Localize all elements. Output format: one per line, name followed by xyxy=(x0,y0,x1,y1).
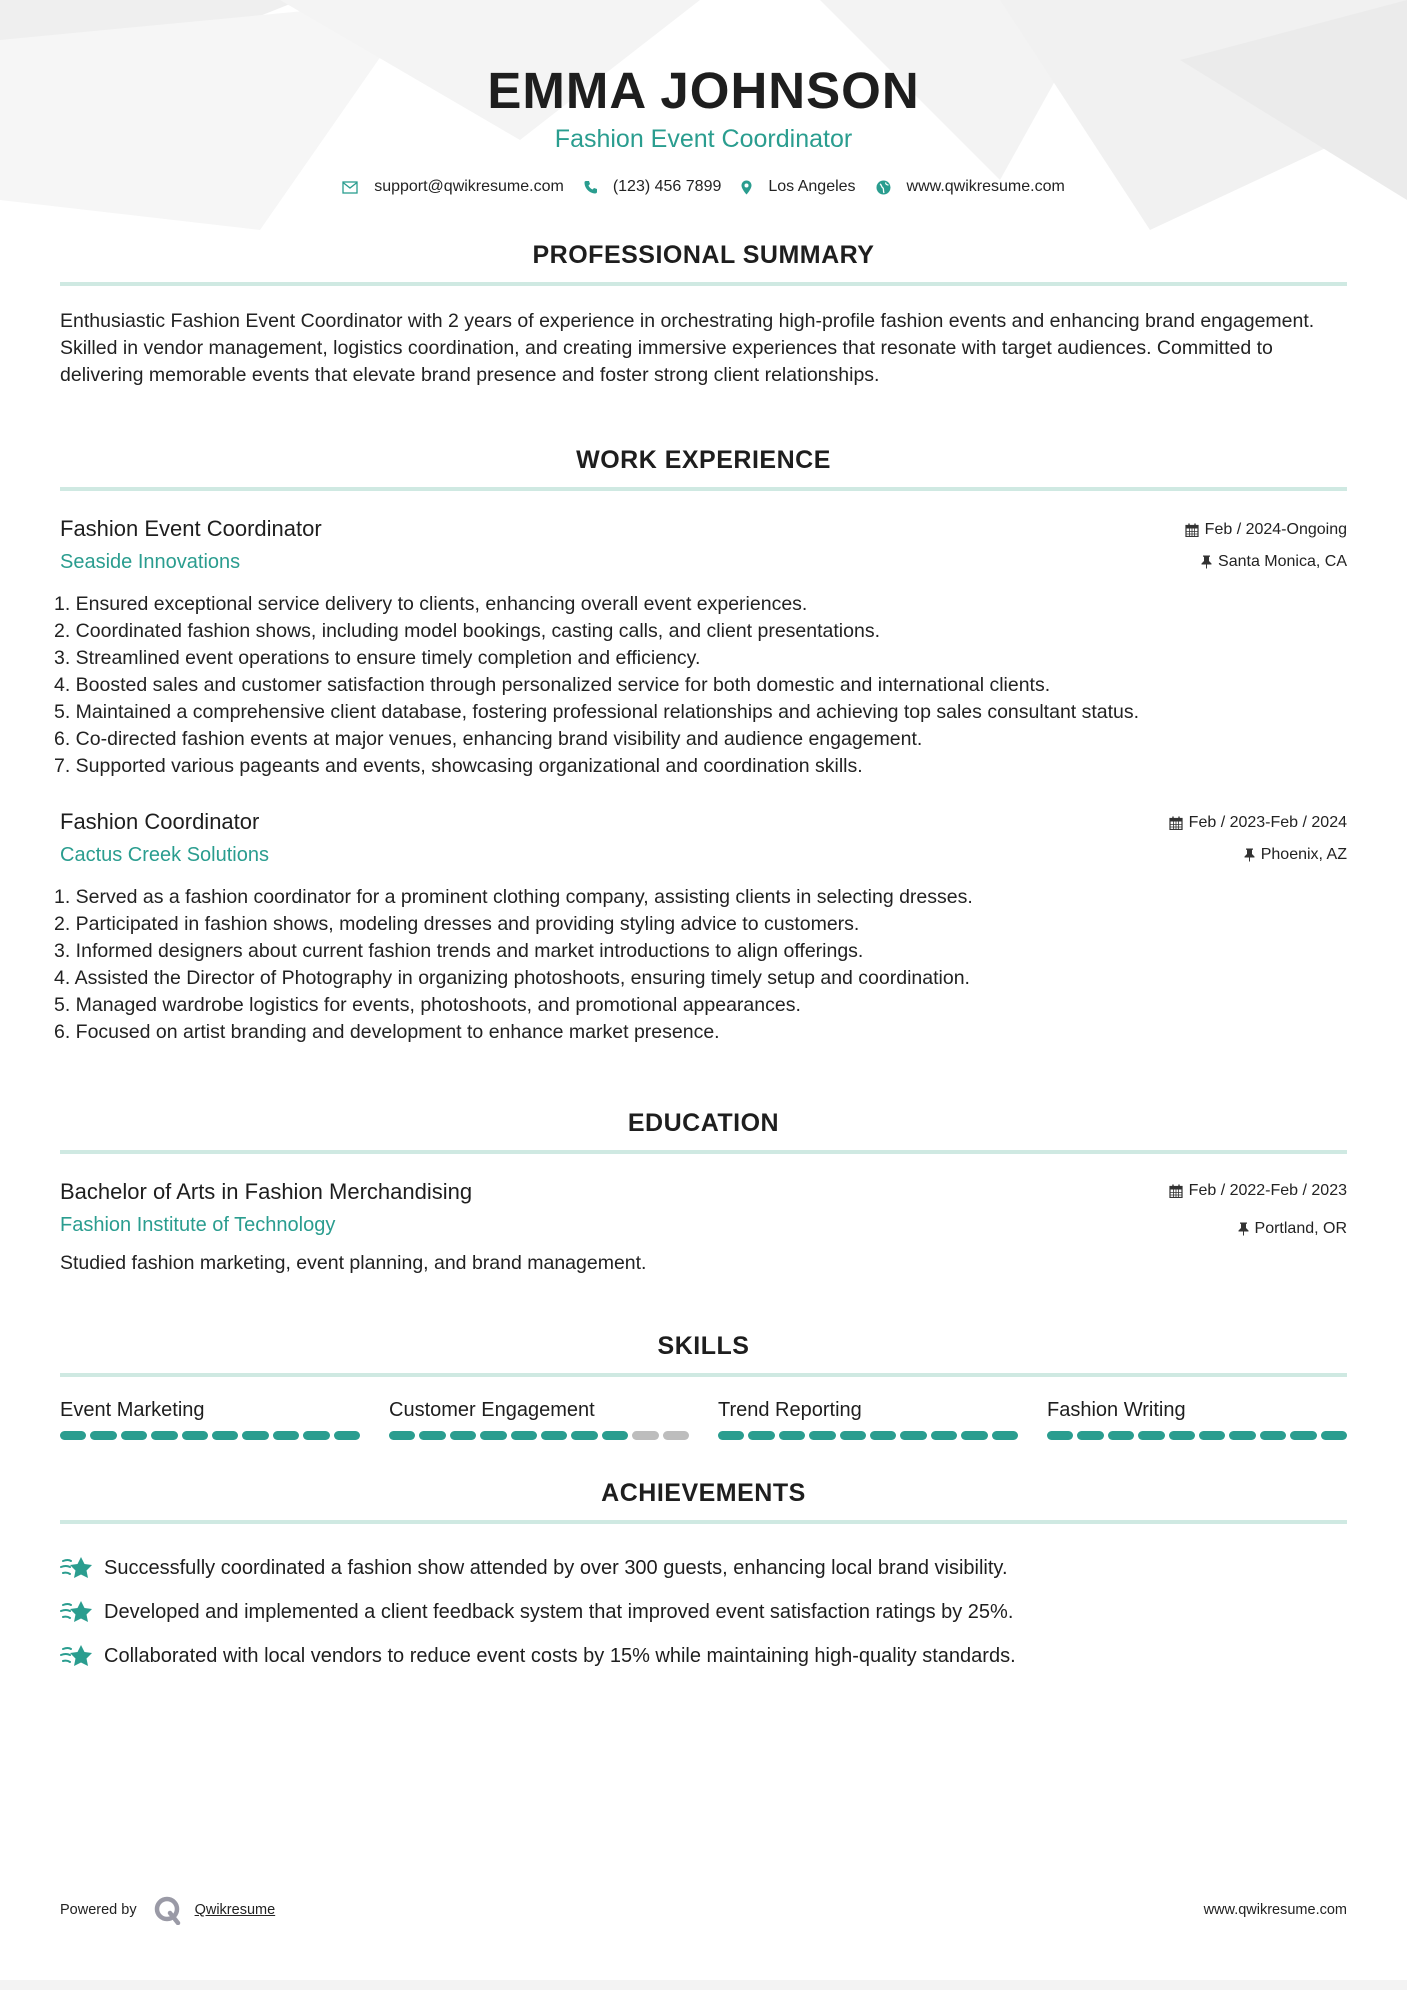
section-divider xyxy=(60,1150,1347,1154)
rating-segment-filled xyxy=(900,1431,926,1440)
bullet-item: 2. Participated in fashion shows, modeling dresses and providing styling advice to customers. xyxy=(54,913,860,935)
rating-segment-filled xyxy=(1047,1431,1073,1440)
summary-section xyxy=(60,240,1347,389)
section-title-achievements: ACHIEVEMENTS xyxy=(601,1479,806,1507)
candidate-title: Fashion Event Coordinator xyxy=(554,125,853,153)
footer-website-link[interactable]: www.qwikresume.com xyxy=(1203,1902,1347,1918)
rating-segment-filled xyxy=(121,1431,147,1440)
section-divider xyxy=(60,1373,1347,1377)
rating-segment-filled xyxy=(182,1431,208,1440)
section-title-skills: SKILLS xyxy=(657,1332,750,1360)
rating-segment-filled xyxy=(90,1431,116,1440)
achievement-text: Successfully coordinated a fashion show attended by over 300 guests, enhancing local brand visibility. xyxy=(104,1556,1008,1579)
achievements-list xyxy=(60,1546,1347,1678)
section-title-education: EDUCATION xyxy=(627,1109,780,1137)
achievement-text: Collaborated with local vendors to reduce event costs by 15% while maintaining high-quality standards. xyxy=(104,1644,1016,1667)
rating-segment-filled xyxy=(602,1431,628,1440)
rating-segment-filled xyxy=(212,1431,238,1440)
shooting-star-icon xyxy=(60,1555,94,1581)
achievement-item xyxy=(60,1634,1347,1678)
rating-segment-filled xyxy=(870,1431,896,1440)
bullet-item: 6. Focused on artist branding and development to enhance market presence. xyxy=(54,1021,720,1043)
pushpin-icon xyxy=(1238,1222,1249,1236)
calendar-icon xyxy=(1169,816,1183,830)
rating-segment-empty xyxy=(632,1431,658,1440)
contact-website[interactable] xyxy=(876,178,1065,196)
location-text: Los Angeles xyxy=(768,178,856,195)
job-company: Seaside Innovations xyxy=(60,551,241,573)
section-divider xyxy=(60,487,1347,491)
rating-segment-filled xyxy=(1260,1431,1286,1440)
rating-segment-filled xyxy=(1108,1431,1134,1440)
degree-name: Bachelor of Arts in Fashion Merchandising xyxy=(60,1179,473,1204)
summary-text: Enthusiastic Fashion Event Coordinator with 2 years of experience in orchestrating high-profile fashion events and enhancing brand engagement. Skilled in vendor management, logistics coordination, and creating immersive experiences that resonate with target audiences. Committed to delivering memorable events that elevate brand presence and foster strong client relationships. xyxy=(60,310,1315,386)
rating-segment-filled xyxy=(151,1431,177,1440)
job-bullets xyxy=(54,884,1347,1046)
rating-segment-filled xyxy=(334,1431,360,1440)
skill-item xyxy=(389,1397,689,1440)
job-dates: Feb / 2023-Feb / 2024 xyxy=(1188,814,1347,831)
rating-segment-filled xyxy=(961,1431,987,1440)
rating-segment-filled xyxy=(992,1431,1018,1440)
skill-name: Fashion Writing xyxy=(1047,1399,1186,1421)
rating-segment-filled xyxy=(1229,1431,1255,1440)
skill-rating-bar xyxy=(389,1431,689,1440)
achievement-text: Developed and implemented a client feedback system that improved event satisfaction ratings by 25%. xyxy=(104,1600,1014,1623)
rating-segment-filled xyxy=(273,1431,299,1440)
rating-segment-filled xyxy=(1199,1431,1225,1440)
skill-item xyxy=(718,1397,1018,1440)
rating-segment-filled xyxy=(1077,1431,1103,1440)
section-divider xyxy=(60,282,1347,286)
contact-email[interactable] xyxy=(342,178,564,196)
contact-location xyxy=(741,178,855,196)
footer xyxy=(60,1895,1347,1925)
rating-segment-filled xyxy=(1169,1431,1195,1440)
achievement-item xyxy=(60,1546,1347,1590)
rating-segment-filled xyxy=(571,1431,597,1440)
shooting-star-icon xyxy=(60,1643,94,1669)
rating-segment-filled xyxy=(480,1431,506,1440)
bullet-item: 3. Streamlined event operations to ensure timely completion and efficiency. xyxy=(54,647,701,669)
bullet-item: 5. Maintained a comprehensive client database, fostering professional relationships and achieving top sales consultant status. xyxy=(54,701,1140,723)
job-entry xyxy=(54,808,1347,1046)
powered-by-label: Powered by xyxy=(60,1902,137,1918)
job-location: Santa Monica, CA xyxy=(1218,553,1347,570)
skill-item xyxy=(1047,1397,1347,1440)
job-company: Cactus Creek Solutions xyxy=(60,844,269,866)
section-title-experience: WORK EXPERIENCE xyxy=(576,446,831,474)
skill-item xyxy=(60,1397,360,1440)
bullet-item: 2. Coordinated fashion shows, including model bookings, casting calls, and client presentations. xyxy=(54,620,880,642)
rating-segment-filled xyxy=(242,1431,268,1440)
job-role: Fashion Coordinator xyxy=(60,809,260,834)
email-text: support@qwikresume.com xyxy=(374,178,564,195)
qwikresume-logo-icon xyxy=(153,1895,183,1925)
rating-segment-filled xyxy=(511,1431,537,1440)
skill-name: Trend Reporting xyxy=(718,1399,862,1421)
job-role: Fashion Event Coordinator xyxy=(60,516,322,541)
job-entry xyxy=(54,515,1347,780)
envelope-icon xyxy=(342,181,358,194)
website-text: www.qwikresume.com xyxy=(906,178,1065,195)
phone-icon xyxy=(584,180,597,194)
calendar-icon xyxy=(1185,523,1199,537)
rating-segment-filled xyxy=(1321,1431,1347,1440)
achievements-section xyxy=(60,1478,1347,1678)
rating-segment-filled xyxy=(809,1431,835,1440)
rating-segment-empty xyxy=(663,1431,689,1440)
qwikresume-link[interactable]: Qwikresume xyxy=(194,1902,276,1918)
rating-segment-filled xyxy=(419,1431,445,1440)
bullet-item: 7. Supported various pageants and events, showcasing organizational and coordination skills. xyxy=(54,755,863,777)
school-name: Fashion Institute of Technology xyxy=(60,1214,336,1236)
rating-segment-filled xyxy=(1290,1431,1316,1440)
pushpin-icon xyxy=(1201,555,1212,569)
rating-segment-filled xyxy=(303,1431,329,1440)
job-bullets xyxy=(54,591,1347,780)
map-pin-icon xyxy=(741,180,752,195)
education-dates: Feb / 2022-Feb / 2023 xyxy=(1188,1182,1347,1199)
skills-section xyxy=(60,1331,1347,1440)
rating-segment-filled xyxy=(718,1431,744,1440)
achievement-item xyxy=(60,1590,1347,1634)
globe-icon xyxy=(876,180,891,195)
skill-rating-bar xyxy=(1047,1431,1347,1440)
pushpin-icon xyxy=(1244,848,1255,862)
rating-segment-filled xyxy=(541,1431,567,1440)
rating-segment-filled xyxy=(779,1431,805,1440)
section-title-summary: PROFESSIONAL SUMMARY xyxy=(532,241,875,269)
bullet-item: 6. Co-directed fashion events at major venues, enhancing brand visibility and audience engagement. xyxy=(54,728,923,750)
rating-segment-filled xyxy=(1138,1431,1164,1440)
rating-segment-filled xyxy=(931,1431,957,1440)
education-location: Portland, OR xyxy=(1254,1220,1347,1237)
skill-name: Event Marketing xyxy=(60,1399,205,1421)
bullet-item: 1. Ensured exceptional service delivery to clients, enhancing overall event experiences. xyxy=(54,593,808,615)
phone-text: (123) 456 7899 xyxy=(612,178,722,195)
contact-phone[interactable] xyxy=(584,178,722,196)
bullet-item: 4. Assisted the Director of Photography in organizing photoshoots, ensuring timely setup and coordination. xyxy=(54,967,970,989)
calendar-icon xyxy=(1169,1184,1183,1198)
experience-section xyxy=(54,445,1347,1046)
rating-segment-filled xyxy=(389,1431,415,1440)
bullet-item: 4. Boosted sales and customer satisfaction through personalized service for both domestic and international clients. xyxy=(54,674,1051,696)
candidate-name: EMMA JOHNSON xyxy=(487,62,920,119)
skills-list xyxy=(60,1397,1347,1440)
rating-segment-filled xyxy=(60,1431,86,1440)
skill-rating-bar xyxy=(718,1431,1018,1440)
contact-bar xyxy=(60,176,1347,198)
bullet-item: 3. Informed designers about current fashion trends and market introductions to align offerings. xyxy=(54,940,864,962)
bullet-item: 1. Served as a fashion coordinator for a prominent clothing company, assisting clients in selecting dresses. xyxy=(54,886,973,908)
education-entry xyxy=(60,1178,1347,1277)
rating-segment-filled xyxy=(748,1431,774,1440)
job-location: Phoenix, AZ xyxy=(1260,846,1347,863)
shooting-star-icon xyxy=(60,1599,94,1625)
skill-name: Customer Engagement xyxy=(389,1399,595,1421)
section-divider xyxy=(60,1520,1347,1524)
education-description: Studied fashion marketing, event planning, and brand management. xyxy=(60,1252,647,1274)
powered-by xyxy=(60,1895,275,1925)
education-section xyxy=(60,1108,1347,1277)
rating-segment-filled xyxy=(840,1431,866,1440)
rating-segment-filled xyxy=(450,1431,476,1440)
skill-rating-bar xyxy=(60,1431,360,1440)
bullet-item: 5. Managed wardrobe logistics for events, photoshoots, and promotional appearances. xyxy=(54,994,801,1016)
job-dates: Feb / 2024-Ongoing xyxy=(1204,521,1347,538)
